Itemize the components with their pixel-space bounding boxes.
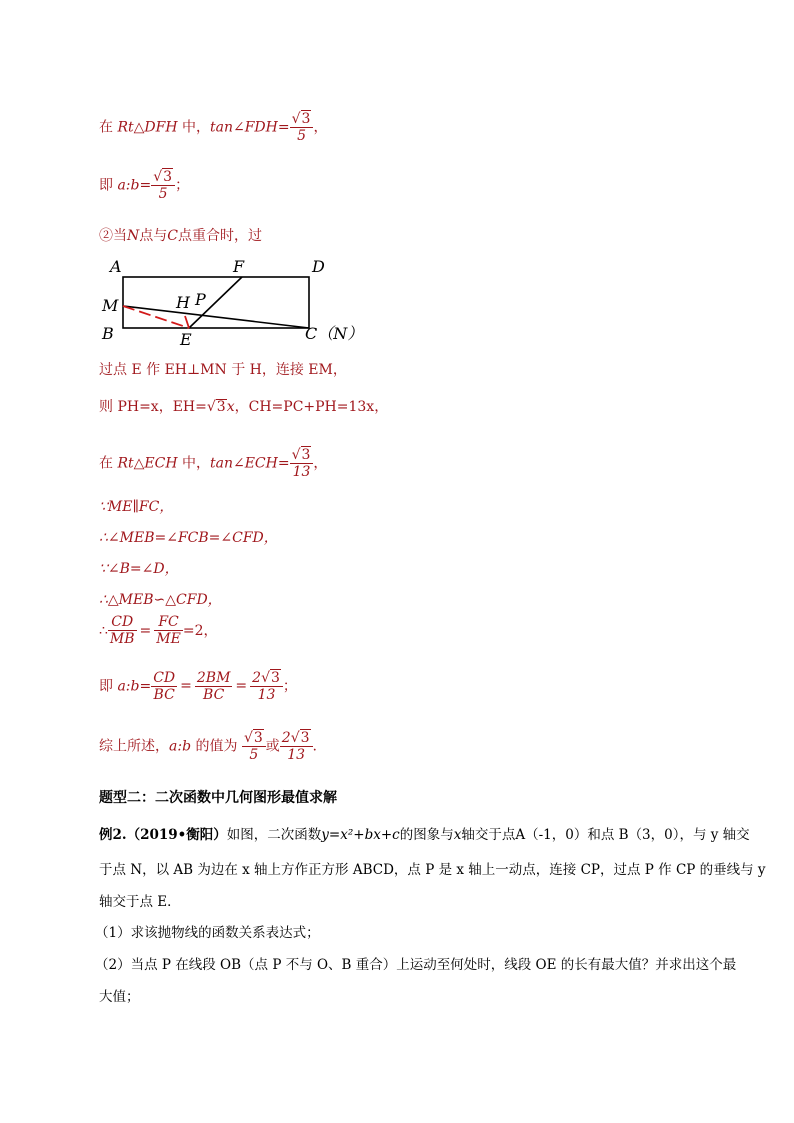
solution-line-4 [99, 363, 347, 377]
question-2-line-1: （2）当点 P 在线段 OB（点 P 不与 O、B 重合）上运动至何处时，线段 OE 的长有最大值？并求出这个最 [95, 957, 737, 973]
numerator: CD [108, 614, 137, 631]
label-m: M [102, 296, 119, 315]
denominator: BC [203, 686, 225, 703]
text-segment: 在 [99, 119, 118, 136]
tan-expression: tan∠FDH= [210, 119, 290, 136]
label-d: D [312, 257, 325, 276]
text-segment: 的图象与 [399, 827, 454, 843]
radicand: 3 [300, 730, 310, 746]
text-segment: 点重合时，过 [177, 228, 262, 244]
fraction-cd-over-bc [151, 670, 177, 704]
problem-line-1 [99, 829, 750, 843]
ratio-ab: a:b [117, 177, 140, 194]
numerator: FC [154, 614, 183, 631]
denominator: 13 [287, 747, 306, 764]
text-segment: 则 PH=x，EH= [99, 399, 207, 415]
equals: = [139, 177, 152, 194]
coefficient: 2 [252, 670, 262, 686]
problem-label: 例2.（2019•衡阳） [99, 827, 227, 843]
denominator: 5 [249, 747, 259, 764]
text-segment: ∴ [99, 622, 108, 639]
solution-line-8 [99, 531, 278, 545]
label-c-n: C（N） [305, 324, 364, 343]
text-segment: ，CH=PC+PH=13x， [234, 399, 389, 415]
solution-line-5: 则 PH=x，EH=√3x，CH=PC+PH=13x， [99, 399, 389, 415]
fraction-sqrt3-over-5: $\frac{√3}{5}$ [290, 110, 314, 145]
punctuation: ， [313, 119, 328, 136]
text-segment: 即 [99, 177, 118, 194]
label-b: B [102, 324, 114, 343]
denominator: ME [156, 631, 181, 648]
radicand: 3 [163, 169, 173, 185]
punctuation: ； [175, 177, 190, 194]
radicand: 3 [301, 447, 311, 463]
equals: = [235, 678, 248, 695]
punctuation: ； [282, 678, 297, 695]
text-segment: 中， [177, 119, 210, 136]
question-2-line-2: 大值； [99, 989, 140, 1005]
text-segment: A（-1，0）和点 B（3，0），与 y 轴交 [515, 827, 750, 843]
point-c: C [167, 228, 178, 244]
text-segment: 或 [265, 738, 280, 755]
function-expression: y=x²+bx+c [321, 827, 400, 843]
problem-line-2: 于点 N，以 AB 为边在 x 轴上方作正方形 ABCD，点 P 是 x 轴上一动点，连接 CP，过点 P 作 CP 的垂线与 y [99, 862, 766, 878]
denominator: 5 [297, 128, 306, 145]
variable-x: x [453, 827, 462, 843]
question-1: （1）求该抛物线的函数关系表达式； [95, 925, 320, 941]
punctuation: . [312, 738, 317, 755]
geometry-figure [95, 253, 375, 353]
solution-line-9 [99, 562, 179, 576]
triangle-name: Rt△ECH [117, 455, 178, 472]
denominator: MB [109, 631, 135, 648]
text-segment: 在 [99, 455, 118, 472]
fraction-2bm-over-bc [195, 670, 233, 704]
fraction-cd-over-mb [108, 614, 137, 648]
text-segment: ②当 [99, 228, 127, 244]
solution-line-7 [99, 500, 173, 514]
equals: = [139, 622, 152, 639]
radicand: 3 [216, 399, 226, 415]
ratio-ab: a:b [117, 678, 140, 695]
text-segment: 过点 E 作 EH⊥MN 于 H，连接 EM， [99, 362, 347, 378]
denominator: 5 [158, 186, 168, 203]
numerator: CD [153, 669, 176, 686]
label-p: P [195, 290, 206, 309]
ratio-ab: a:b [169, 738, 192, 755]
solution-line-1 [99, 110, 327, 145]
solution-line-6 [99, 446, 327, 481]
fraction-fc-over-me [154, 614, 183, 648]
text-segment: ∵ME∥FC， [99, 499, 174, 515]
solution-line-3 [99, 229, 262, 243]
text-segment: 中， [177, 455, 210, 472]
label-f: F [233, 257, 245, 276]
denominator: BC [153, 686, 175, 703]
text-segment: =2， [182, 622, 218, 639]
radicand: 3 [271, 670, 280, 686]
solution-line-2 [99, 168, 189, 203]
punctuation: ， [313, 455, 328, 472]
text-segment: 的值为 [191, 738, 242, 755]
solution-line-12 [99, 669, 297, 704]
text-segment: 点与 [139, 228, 168, 244]
coefficient: 2 [281, 730, 291, 746]
equals: = [180, 678, 192, 695]
text-segment: 轴交于点 [461, 827, 516, 843]
radicand: 3 [253, 730, 263, 746]
label-h: H [176, 293, 190, 312]
triangle-name: Rt△DFH [117, 119, 178, 136]
fraction-sqrt3-over-13: $\frac{√3}{13}$ [290, 446, 314, 481]
problem-line-3: 轴交于点 E． [99, 894, 181, 910]
label-a: A [110, 257, 122, 276]
text-segment: ∵∠B=∠D， [99, 561, 179, 577]
fraction-2sqrt3-over-13: $\frac{2√3}{13}$ [280, 729, 313, 764]
section-title: 题型二：二次函数中几何图形最值求解 [99, 790, 337, 806]
text-segment: ∴∠MEB=∠FCB=∠CFD， [99, 530, 278, 546]
label-e: E [180, 330, 192, 349]
solution-line-13 [99, 729, 317, 764]
text-segment: 如图，二次函数 [226, 827, 322, 843]
fraction-sqrt3-over-5: $\frac{√3}{5}$ [242, 729, 266, 764]
point-n: N [127, 228, 140, 244]
tan-expression: tan∠ECH= [209, 455, 290, 472]
text-segment: 即 [99, 678, 118, 695]
denominator: 13 [292, 464, 311, 481]
fraction-sqrt3-over-5: $\frac{√3}{5}$ [151, 168, 175, 203]
fraction-2sqrt3-over-13: $\frac{2√3}{13}$ [250, 669, 283, 704]
equals: = [139, 678, 152, 695]
solution-line-10 [99, 593, 222, 607]
variable-x: x [226, 399, 235, 415]
denominator: 13 [257, 687, 276, 704]
text-segment: ∴△MEB∽△CFD， [99, 592, 222, 608]
text-segment: 综上所述， [99, 738, 169, 755]
numerator: 2BM [196, 669, 231, 686]
radicand: 3 [301, 111, 311, 127]
solution-line-11 [99, 614, 217, 648]
